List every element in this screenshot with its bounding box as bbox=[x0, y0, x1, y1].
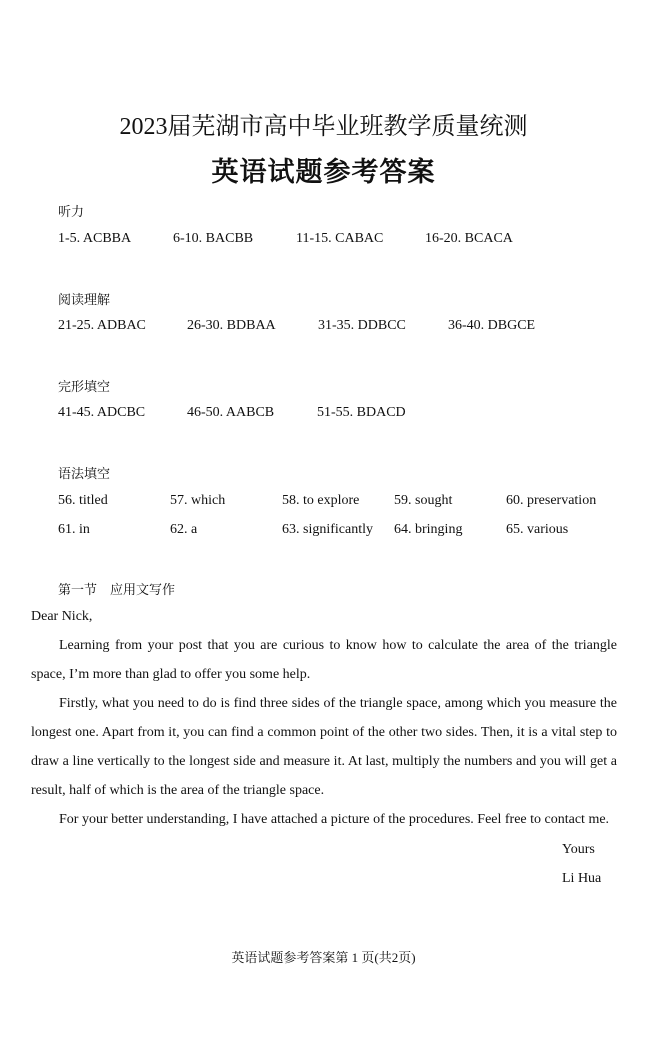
letter-salutation: Dear Nick, bbox=[31, 609, 93, 624]
answer-group: 41-45. ADCBC bbox=[58, 405, 146, 420]
answer-group: 1-5. ACBBA bbox=[58, 231, 132, 246]
grammar-answer: 63. significantly bbox=[282, 522, 373, 537]
grammar-answer: 59. sought bbox=[394, 493, 453, 508]
page-subtitle: 英语试题参考答案 bbox=[211, 157, 436, 188]
grammar-answer: 56. titled bbox=[58, 493, 108, 508]
grammar-answer: 64. bringing bbox=[394, 522, 463, 537]
answer-group: 46-50. AABCB bbox=[187, 405, 275, 420]
grammar-heading: 语法填空 bbox=[58, 467, 111, 482]
letter-closing: Yours bbox=[562, 842, 595, 857]
answer-group: 36-40. DBGCE bbox=[448, 318, 536, 333]
answer-group: 11-15. CABAC bbox=[296, 231, 384, 246]
answer-group: 21-25. ADBAC bbox=[58, 318, 146, 333]
letter-signature: Li Hua bbox=[562, 871, 602, 886]
page-title: 2023届芜湖市高中毕业班教学质量统测 bbox=[119, 114, 528, 140]
page-footer: 英语试题参考答案第 1 页(共2页) bbox=[231, 950, 416, 965]
letter-paragraph: For your better understanding, I have attached a picture of the procedures. Feel free to contact me. bbox=[59, 812, 610, 827]
grammar-answer: 62. a bbox=[170, 522, 198, 537]
letter-paragraph: Firstly, what you need to do is find three sides of the triangle space, among which you measure the longest one. Apart from it, you can find a common point of the other two sides. Then, it is a vital step to draw a line vertically to the longest side and measure it. At last, multiply the numbers and you will get a result, half of which is the area of the triangle space. bbox=[31, 696, 617, 798]
reading-heading: 阅读理解 bbox=[58, 293, 111, 308]
letter-paragraph: Learning from your post that you are curious to know how to calculate the area of the triangle space, I’m more than glad to offer you some help. bbox=[31, 638, 617, 682]
grammar-answer: 57. which bbox=[170, 493, 226, 508]
grammar-answer: 60. preservation bbox=[506, 493, 597, 508]
answer-group: 16-20. BCACA bbox=[425, 231, 513, 246]
grammar-answer: 58. to explore bbox=[282, 493, 360, 508]
answer-group: 51-55. BDACD bbox=[317, 405, 406, 420]
grammar-answer: 65. various bbox=[506, 522, 569, 537]
grammar-answer: 61. in bbox=[58, 522, 90, 537]
cloze-heading: 完形填空 bbox=[58, 380, 111, 395]
answer-group: 6-10. BACBB bbox=[173, 231, 254, 246]
listening-heading: 听力 bbox=[58, 205, 85, 220]
answer-group: 31-35. DDBCC bbox=[318, 318, 406, 333]
answer-group: 26-30. BDBAA bbox=[187, 318, 276, 333]
writing-heading: 第一节 应用文写作 bbox=[58, 583, 176, 598]
